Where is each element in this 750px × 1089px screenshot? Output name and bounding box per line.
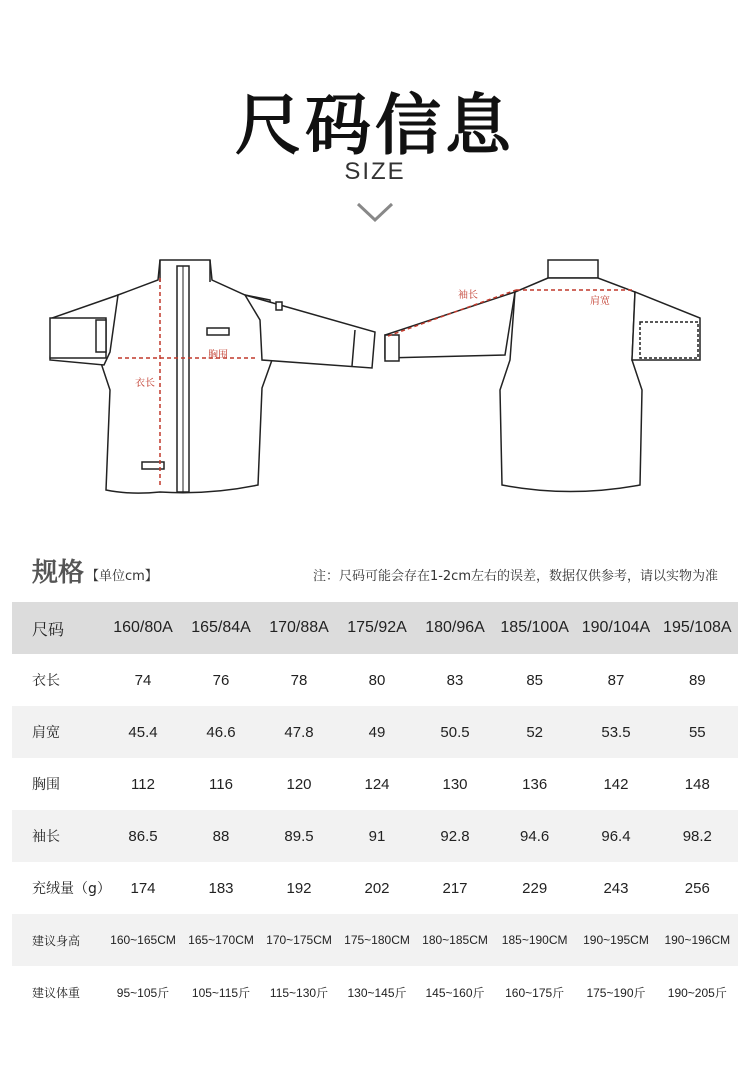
- table-cell: 243: [603, 879, 629, 897]
- row-label: 袖长: [12, 810, 104, 862]
- shoulder-label: 肩宽: [590, 296, 610, 307]
- header-cell: 尺码: [12, 602, 104, 654]
- table-cell: 130~145斤: [347, 985, 407, 1000]
- table-cell: 185~190CM: [494, 914, 575, 966]
- table-cell: 94.6: [494, 810, 575, 862]
- table-cell: 116: [209, 775, 233, 793]
- table-cell: 229: [522, 879, 548, 897]
- header-cell: 170/88A: [260, 602, 338, 654]
- row-label: 充绒量（g）: [32, 881, 111, 897]
- header-cell: 175/92A: [338, 602, 416, 654]
- header-cell: 180/96A: [416, 602, 494, 654]
- table-cell: 83: [446, 671, 464, 689]
- table-row: [12, 758, 738, 810]
- table-cell: 46.6: [182, 706, 260, 758]
- table-cell: 124: [364, 775, 390, 793]
- table-cell: 142: [603, 775, 629, 793]
- table-cell: 105~115斤: [191, 985, 251, 1000]
- table-cell: 256: [684, 879, 710, 897]
- table-cell: 180~185CM: [416, 914, 494, 966]
- disclaimer-note: 注：尺码可能会存在1-2cm左右的误差，数据仅供参考，请以实物为准: [312, 569, 718, 584]
- front-jacket-drawing: [50, 260, 375, 493]
- length-label: 衣长: [135, 378, 155, 389]
- page-subtitle: SIZE: [344, 158, 406, 185]
- table-cell: 50.5: [416, 706, 494, 758]
- table-cell: 183: [208, 879, 234, 897]
- table-cell: 45.4: [104, 706, 182, 758]
- header-cell: 185/100A: [494, 602, 575, 654]
- table-row: [12, 706, 738, 758]
- header-cell: 190/104A: [575, 602, 656, 654]
- table-cell: 76: [212, 671, 230, 689]
- table-cell: 89.5: [260, 810, 338, 862]
- table-cell: 85: [526, 671, 543, 689]
- table-cell: 160~165CM: [104, 914, 182, 966]
- table-cell: 165~170CM: [182, 914, 260, 966]
- table-cell: 52: [494, 706, 575, 758]
- table-cell: 115~130斤: [269, 985, 329, 1000]
- row-label: 肩宽: [12, 706, 104, 758]
- table-row: [12, 810, 738, 862]
- row-label: 衣长: [32, 673, 60, 689]
- table-cell: 91: [338, 810, 416, 862]
- sleeve-label: 袖长: [458, 290, 478, 301]
- size-table-header: [12, 602, 738, 654]
- spec-title: 规格: [32, 558, 85, 588]
- table-cell: 202: [364, 879, 390, 897]
- table-cell: 92.8: [416, 810, 494, 862]
- size-table: [12, 602, 738, 1018]
- header-cell: 165/84A: [182, 602, 260, 654]
- table-cell: 190~205斤: [667, 985, 727, 1000]
- chest-label: 胸围: [208, 350, 228, 361]
- table-cell: 88: [182, 810, 260, 862]
- table-cell: 78: [290, 671, 308, 689]
- table-cell: 87: [607, 671, 625, 689]
- table-cell: 174: [130, 879, 156, 897]
- table-cell: 80: [368, 671, 386, 689]
- page-title: 尺码信息: [235, 87, 515, 164]
- table-cell: 74: [134, 671, 152, 689]
- table-cell: 130: [442, 775, 468, 793]
- row-label: 建议身高: [12, 914, 104, 966]
- table-cell: 53.5: [575, 706, 656, 758]
- table-cell: 190~195CM: [575, 914, 656, 966]
- jacket-diagram: [0, 240, 750, 510]
- table-cell: 145~160斤: [425, 985, 485, 1000]
- table-cell: 89: [688, 671, 706, 689]
- table-cell: 136: [522, 775, 548, 793]
- row-label: 胸围: [32, 777, 60, 793]
- table-cell: 175~180CM: [338, 914, 416, 966]
- spec-unit: 【单位cm】: [86, 569, 158, 584]
- table-cell: 190~196CM: [657, 914, 738, 966]
- table-cell: 148: [684, 775, 710, 793]
- table-cell: 112: [131, 775, 155, 793]
- chevron-down-icon: [356, 200, 394, 224]
- table-cell: 98.2: [657, 810, 738, 862]
- table-cell: 47.8: [260, 706, 338, 758]
- table-cell: 217: [442, 879, 468, 897]
- table-cell: 55: [657, 706, 738, 758]
- table-cell: 49: [338, 706, 416, 758]
- table-cell: 96.4: [575, 810, 656, 862]
- table-row: [12, 862, 738, 914]
- table-cell: 192: [286, 879, 312, 897]
- row-label: 建议体重: [32, 985, 81, 1000]
- table-cell: 160~175斤: [505, 985, 565, 1000]
- table-cell: 120: [286, 775, 312, 793]
- table-cell: 170~175CM: [260, 914, 338, 966]
- back-jacket-drawing: [385, 260, 700, 492]
- table-row: [12, 914, 738, 966]
- table-cell: 95~105斤: [116, 985, 170, 1000]
- table-row: [12, 654, 738, 706]
- header-cell: 160/80A: [104, 602, 182, 654]
- table-cell: 175~190斤: [586, 985, 646, 1000]
- table-cell: 86.5: [104, 810, 182, 862]
- table-row: [12, 966, 738, 1018]
- header-cell: 195/108A: [657, 602, 738, 654]
